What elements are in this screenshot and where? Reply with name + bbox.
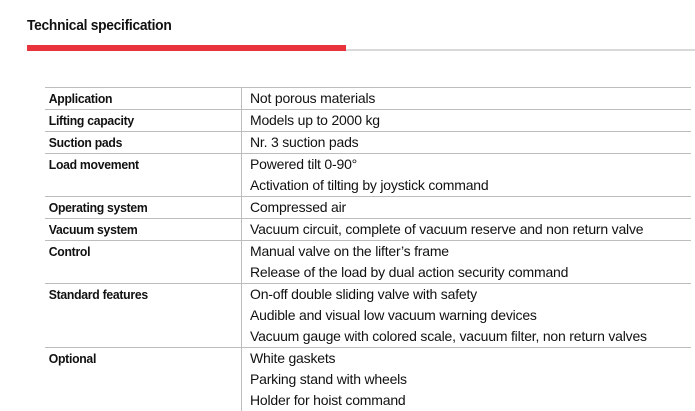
- spec-label: Vacuum system: [48, 222, 138, 237]
- spec-row: [45, 109, 691, 131]
- spec-value: Powered tilt 0-90°: [250, 156, 358, 172]
- spec-values: [241, 241, 691, 283]
- spec-row: [45, 196, 691, 218]
- spec-value: Nr. 3 suction pads: [250, 134, 359, 150]
- spec-label: Standard features: [48, 287, 148, 302]
- spec-value: Compressed air: [250, 199, 347, 215]
- spec-values: [241, 132, 691, 153]
- page-title: Technical specification: [27, 17, 172, 34]
- spec-row: [45, 240, 691, 283]
- spec-values: [241, 197, 691, 218]
- spec-value: Audible and visual low vacuum warning devices: [250, 307, 537, 323]
- spec-label: Suction pads: [48, 135, 123, 150]
- spec-values: [241, 154, 691, 196]
- spec-row: [45, 131, 691, 153]
- spec-value: Release of the load by dual action security command: [250, 264, 569, 280]
- spec-value: Holder for hoist command: [250, 392, 406, 408]
- spec-row: [45, 218, 691, 240]
- spec-values: [241, 88, 691, 109]
- spec-value: Vacuum circuit, complete of vacuum reserve and non return valve: [250, 221, 644, 237]
- spec-values: [241, 348, 691, 411]
- spec-label: Control: [48, 244, 91, 259]
- spec-value: Models up to 2000 kg: [250, 112, 380, 128]
- spec-value: Parking stand with wheels: [250, 371, 407, 387]
- spec-values: [241, 219, 691, 240]
- spec-value: Not porous materials: [250, 90, 376, 106]
- spec-label: Operating system: [48, 200, 148, 215]
- spec-value: Activation of tilting by joystick command: [250, 177, 489, 193]
- spec-value: Vacuum gauge with colored scale, vacuum filter, non return valves: [250, 328, 647, 344]
- spec-values: [241, 284, 691, 347]
- spec-label: Load movement: [48, 157, 139, 172]
- spec-row: [45, 87, 691, 109]
- spec-table: [45, 87, 691, 411]
- spec-row: [45, 347, 691, 411]
- spec-label: Lifting capacity: [48, 113, 134, 128]
- spec-row: [45, 283, 691, 347]
- spec-label: Optional: [48, 351, 97, 366]
- title-underline-grey: [346, 49, 695, 51]
- spec-value: On-off double sliding valve with safety: [250, 286, 477, 302]
- spec-label: Application: [48, 91, 113, 106]
- spec-values: [241, 110, 691, 131]
- spec-row: [45, 153, 691, 196]
- spec-value: White gaskets: [250, 350, 336, 366]
- spec-value: Manual valve on the lifter’s frame: [250, 243, 449, 259]
- title-underline-red: [27, 45, 346, 51]
